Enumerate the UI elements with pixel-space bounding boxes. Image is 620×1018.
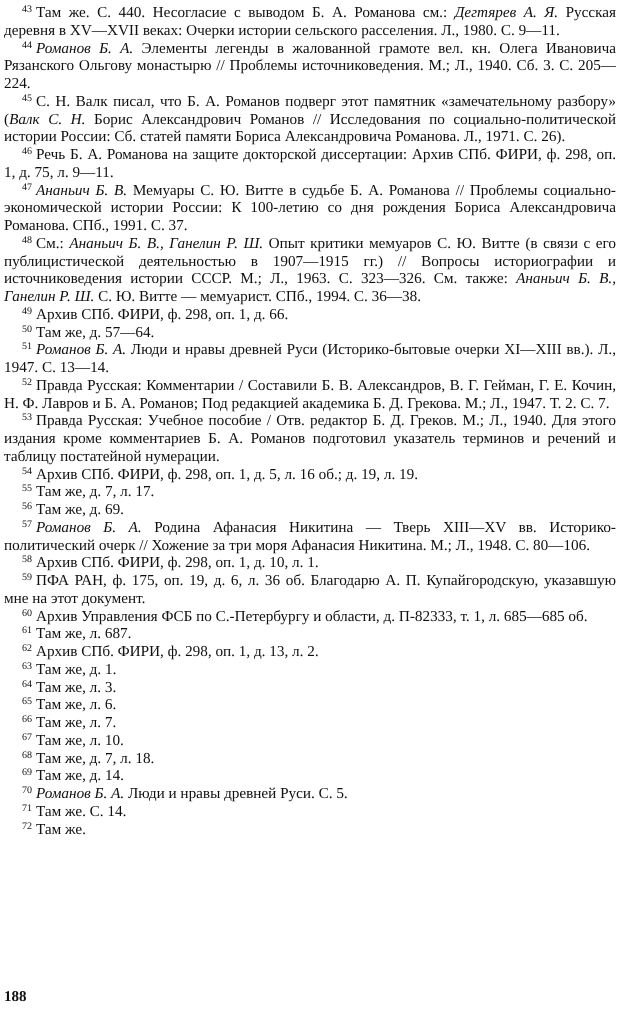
- footnote-number: 72: [22, 820, 32, 832]
- footnote-text: ПФА РАН, ф. 175, оп. 19, д. 6, л. 36 об. Благодарю А. П. Купайгородскую, указавшую мне на этот документ.: [4, 572, 616, 607]
- footnote-number: 70: [22, 785, 32, 796]
- footnote: [4, 483, 616, 501]
- footnote-number: 53: [22, 412, 32, 424]
- footnote: [4, 519, 616, 555]
- footnote-number: 51: [22, 341, 32, 353]
- footnote-number: 64: [22, 678, 32, 690]
- footnote: [4, 696, 616, 714]
- footnote: [4, 714, 616, 732]
- footnote-author: Романов Б. А.: [36, 341, 127, 359]
- footnote: [4, 466, 616, 484]
- footnote: [4, 643, 616, 661]
- footnote-text: Русская деревня в XV—XVII веках: Очерки истории сельского расселения. Л., 1980. С. 9—11.: [4, 4, 616, 39]
- footnote: [4, 572, 616, 608]
- footnote-text: Там же, д. 69.: [36, 501, 124, 518]
- footnote-number: 50: [22, 323, 32, 335]
- footnote-number: 68: [22, 749, 32, 761]
- footnote: [4, 732, 616, 750]
- footnote-text: Там же.: [36, 820, 86, 838]
- footnote-number: 46: [22, 146, 32, 157]
- footnote-author: Дегтярев А. Я.: [454, 4, 559, 21]
- footnote-number: 57: [22, 518, 32, 530]
- footnote-text: Там же, д. 7, л. 18.: [36, 749, 155, 767]
- footnote-number: 58: [22, 554, 32, 566]
- footnote-number: 59: [22, 572, 32, 583]
- footnote: [4, 785, 616, 803]
- footnote-number: 43: [22, 4, 32, 15]
- footnote-text: Правда Русская: Комментарии / Составили Б. В. Александров, В. Г. Гейман, Г. Е. Кочин, Н. Ф. Лавров и Б. А. Романов; Под редакцией академика Б. Д. Грекова. М.; Л., 1947. Т. 2. С. 7.: [4, 376, 616, 412]
- footnote: [4, 554, 616, 572]
- footnotes-list: [4, 4, 616, 838]
- footnote-text: Там же, л. 3.: [36, 678, 117, 696]
- footnote-text: Архив Управления ФСБ по С.-Петербургу и области, д. П-82333, т. 1, л. 685—685 об.: [36, 607, 588, 625]
- footnote-number: 66: [22, 714, 32, 725]
- footnote-text: Элементы легенды в жалованной грамоте вел. кн. Олега Ивановича Рязанского Ольгову монастырю // Проблемы источниковедения. М.; Л., 1940. Сб. 3. С. 205—224.: [4, 39, 616, 92]
- footnote-text: Там же, л. 10.: [36, 731, 124, 749]
- footnote-text: Там же. С. 440. Несогласие с выводом Б. А. Романова см.:: [36, 4, 455, 21]
- footnote-number: 55: [22, 483, 32, 495]
- footnote-text: Там же, л. 687.: [36, 625, 132, 643]
- book-page: [4, 4, 616, 1014]
- footnote-number: 45: [22, 92, 32, 104]
- footnote-number: 61: [22, 625, 32, 637]
- footnote: [4, 4, 616, 40]
- footnote-text: Архив СПб. ФИРИ, ф. 298, оп. 1, д. 10, л. 1.: [36, 554, 319, 572]
- footnote: [4, 803, 616, 821]
- footnote-text: См.:: [36, 234, 70, 252]
- footnote-number: 63: [22, 660, 32, 672]
- footnote-number: 54: [22, 465, 32, 477]
- footnote: [4, 235, 616, 306]
- footnote: [4, 324, 616, 342]
- footnote-number: 60: [22, 607, 32, 619]
- footnote: [4, 767, 616, 785]
- footnote-author: Валк С. Н.: [9, 110, 86, 128]
- footnote: [4, 40, 616, 93]
- footnote: [4, 679, 616, 697]
- footnote: [4, 821, 616, 839]
- footnote-text: Архив СПб. ФИРИ, ф. 298, оп. 1, д. 66.: [36, 305, 289, 323]
- footnote-text: С. Н. Валк писал, что Б. А. Романов подверг этот памятник «замечательному разбору» (: [4, 92, 616, 128]
- footnote: [4, 608, 616, 626]
- footnote-text: С. Ю. Витте — мемуарист. СПб., 1994. С. 36—38.: [94, 288, 421, 305]
- footnote-text: Опыт критики мемуаров С. Ю. Витте (в связи с его публицистической деятельностью в 1907—1915 гг.) // Вопросы историографии и источниковедения истории СССР. М.; Л., 1963. С. 323—326. См. также:: [4, 234, 616, 288]
- footnote: [4, 625, 616, 643]
- footnote-number: 49: [22, 305, 32, 317]
- footnote-number: 44: [22, 39, 32, 51]
- footnote: [4, 377, 616, 413]
- footnote-text: Архив СПб. ФИРИ, ф. 298, оп. 1, д. 5, л. 16 об.; д. 19, л. 19.: [36, 465, 419, 483]
- footnote: [4, 146, 616, 182]
- footnote-number: 65: [22, 696, 32, 708]
- footnote: [4, 306, 616, 324]
- footnote: [4, 341, 616, 377]
- footnote: [4, 412, 616, 465]
- footnote: [4, 182, 616, 235]
- footnote-author: Романов Б. А.: [36, 785, 125, 802]
- footnote-number: 47: [22, 181, 32, 193]
- footnote-text: Там же, д. 14.: [36, 767, 124, 785]
- footnote-text: Правда Русская: Учебное пособие / Отв. редактор Б. Д. Греков. М.; Л., 1940. Для этого издания кроме комментариев Б. А. Романов подготовил указатель терминов и речений и таблицу постатейной нумерации.: [4, 412, 616, 465]
- footnote-text: Люди и нравы древней Руси. С. 5.: [124, 785, 348, 802]
- footnote-number: 56: [22, 501, 32, 512]
- footnote-number: 62: [22, 643, 32, 654]
- footnote: [4, 93, 616, 146]
- footnote-text: Речь Б. А. Романова на защите докторской диссертации: Архив СПб. ФИРИ, ф. 298, оп. 1, д. 75, л. 9—11.: [4, 146, 616, 181]
- footnote-text: Там же. С. 14.: [36, 802, 127, 820]
- footnote-text: Родина Афанасия Никитина — Тверь XIII—XV вв. Историко-политический очерк // Хожение за три моря Афанасия Никитина. М.; Л., 1948. С. 80—106.: [4, 518, 616, 554]
- page-number: 188: [4, 989, 27, 1005]
- footnote-text: Борис Александрович Романов // Исследования по социально-политической истории России: Сб. статей памяти Бориса Александровича Романова. Л., 1971. С. 26).: [4, 110, 617, 146]
- footnote-text: Там же, л. 7.: [36, 714, 117, 731]
- footnote-text: Люди и нравы древней Руси (Историко-бытовые очерки XI—XIII вв.). Л., 1947. С. 13—14.: [4, 341, 616, 376]
- footnote-number: 67: [22, 731, 32, 743]
- footnote-text: Мемуары С. Ю. Витте в судьбе Б. А. Романова // Проблемы социально-экономической истории России: К 100-летию со дня рождения Бориса Александровича Романова. СПб., 1991. С. 37.: [4, 181, 616, 234]
- footnote-number: 69: [22, 767, 32, 779]
- footnote-number: 48: [22, 234, 32, 246]
- footnote: [4, 750, 616, 768]
- footnote-author: Ананьич Б. В.: [36, 181, 128, 199]
- footnote-text: Там же, д. 57—64.: [36, 323, 155, 341]
- footnote-text: Там же, л. 6.: [36, 696, 117, 714]
- footnote: [4, 661, 616, 679]
- footnote-number: 71: [22, 802, 32, 814]
- footnote: [4, 501, 616, 519]
- footnote-text: Архив СПб. ФИРИ, ф. 298, оп. 1, д. 13, л. 2.: [36, 643, 319, 660]
- footnote-author: Романов Б. А.: [36, 518, 142, 536]
- footnote-author: Ананьич Б. В., Ганелин Р. Ш.: [69, 234, 264, 252]
- footnote-number: 52: [22, 376, 32, 388]
- footnote-text: Там же, д. 1.: [36, 660, 117, 678]
- footnote-text: Там же, д. 7, л. 17.: [36, 483, 155, 501]
- footnote-author: Ананьич Б. В., Ганелин Р. Ш.: [4, 270, 616, 305]
- footnote-author: Романов Б. А.: [36, 39, 134, 57]
